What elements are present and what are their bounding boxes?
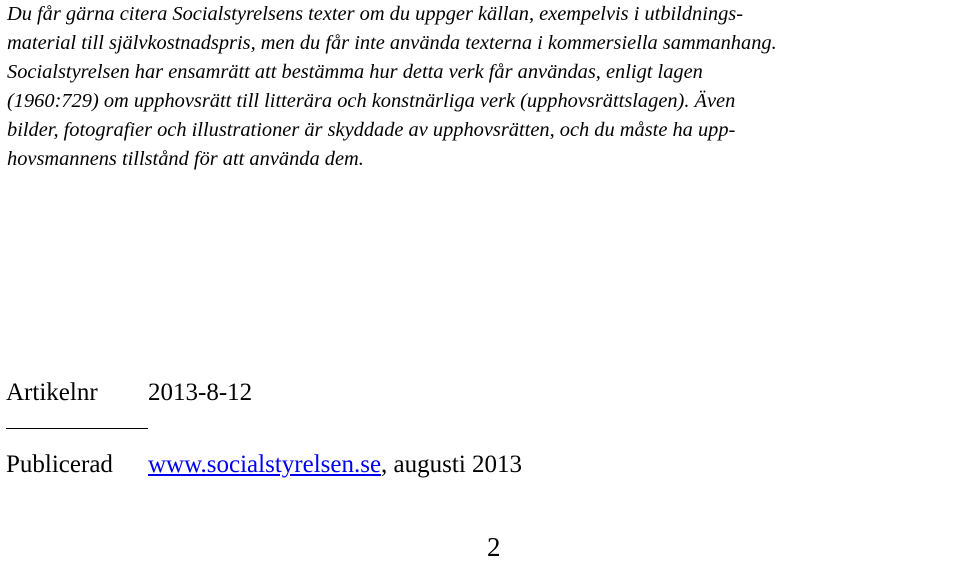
published-label: Publicerad	[6, 451, 113, 478]
copyright-line: (1960:729) om upphovsrätt till litterära och konstnärliga verk (upphovsrättslagen). Även	[7, 90, 736, 112]
article-number-value: 2013-8-12	[148, 379, 253, 406]
website-link[interactable]: www.socialstyrelsen.se	[148, 451, 382, 478]
published-row	[6, 450, 522, 480]
article-number-label: Artikelnr	[6, 379, 98, 406]
copyright-line: material till självkostnadspris, men du får inte använda texterna i kommersiella sammanhang.	[7, 32, 777, 54]
copyright-line: Du får gärna citera Socialstyrelsens texter om du uppger källan, exempelvis i utbildnings-	[7, 3, 744, 25]
article-number-row	[6, 378, 252, 408]
published-date: , augusti 2013	[381, 451, 523, 478]
page-number: 2	[487, 532, 501, 562]
copyright-line: hovsmannens tillstånd för att använda dem.	[7, 148, 364, 170]
divider-rule	[6, 428, 148, 429]
copyright-notice	[7, 0, 957, 174]
copyright-line: Socialstyrelsen har ensamrätt att bestämma hur detta verk får användas, enligt lagen	[7, 61, 703, 83]
copyright-line: bilder, fotografier och illustrationer är skyddade av upphovsrätten, och du måste ha upp-	[7, 119, 736, 141]
